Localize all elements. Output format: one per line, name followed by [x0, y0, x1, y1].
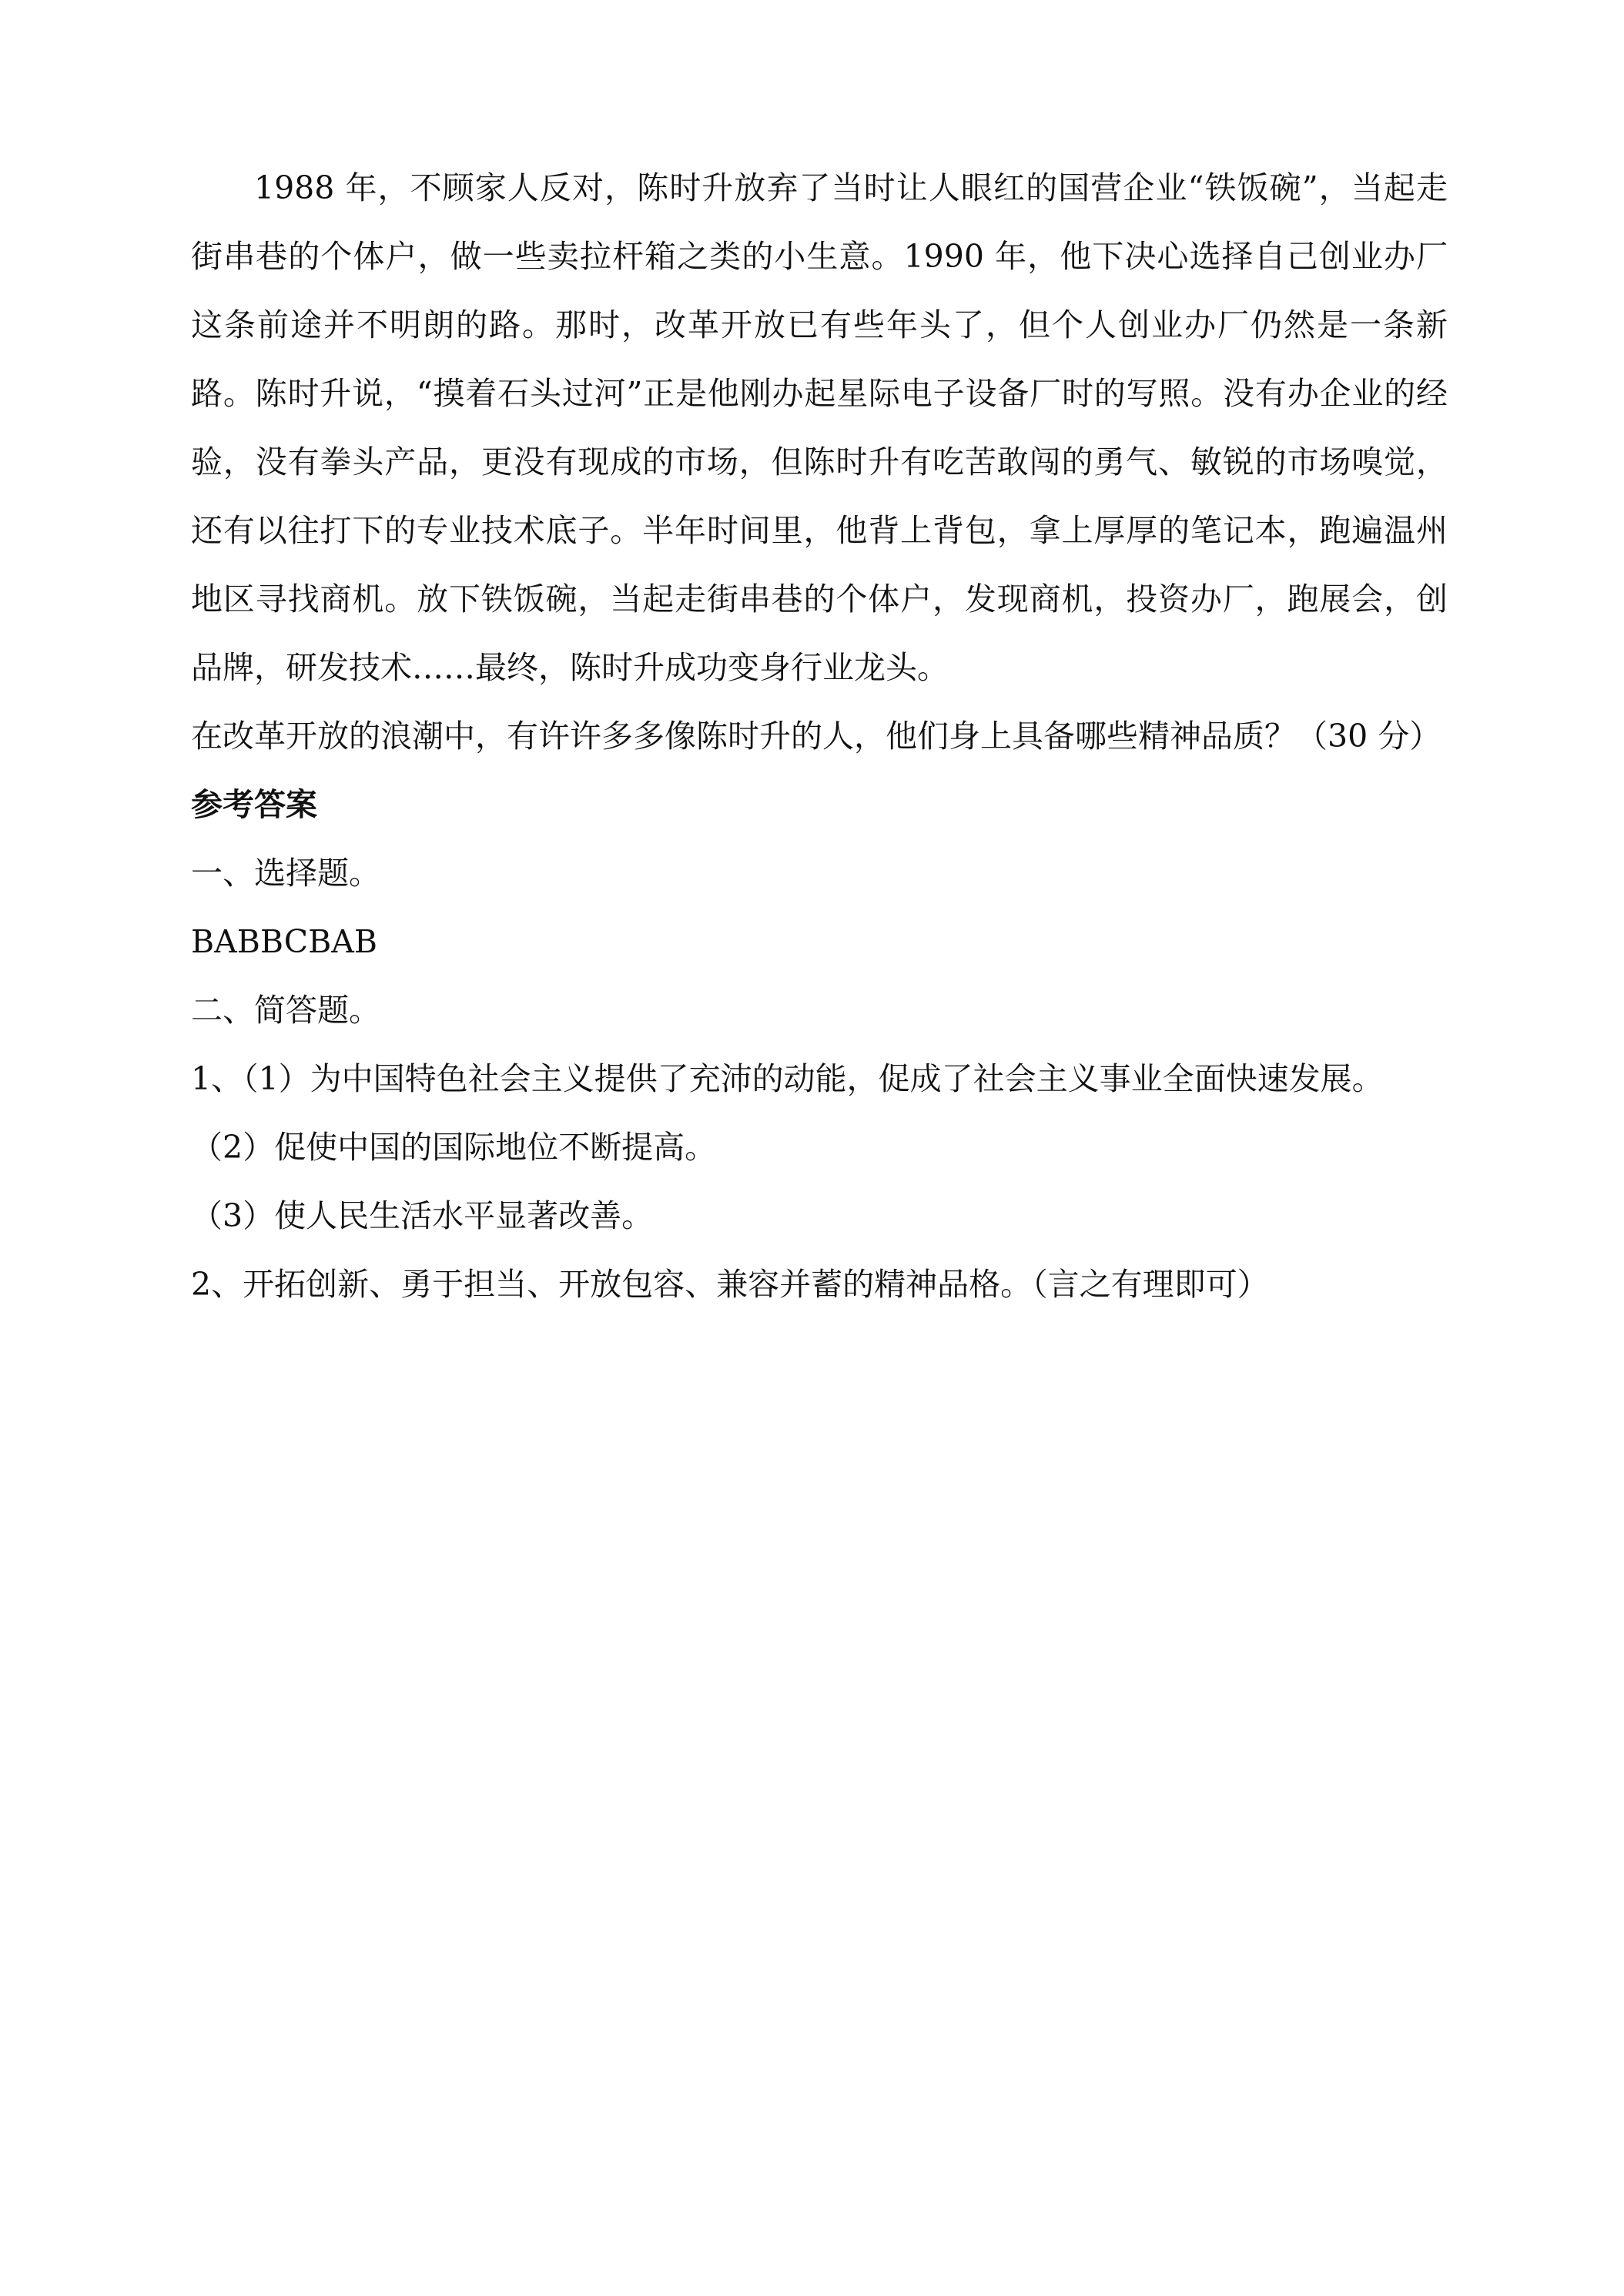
section1-answers: BABBCBAB — [191, 923, 377, 960]
answer-line: （3）使人民生活水平显著改善。 — [191, 1197, 654, 1234]
essay-question: 在改革开放的浪潮中，有许许多多像陈时升的人，他们身上具备哪些精神品质？（30 分） — [191, 718, 1442, 755]
answer-line: （2）促使中国的国际地位不断提高。 — [191, 1129, 717, 1166]
answer-heading: 参考答案 — [191, 786, 317, 823]
section2-heading: 二、简答题。 — [191, 992, 380, 1029]
reading-passage: 1988 年，不顾家人反对，陈时升放弃了当时让人眼红的国营企业“铁饭碗”，当起走街串巷的个体户，做一些卖拉杆箱之类的小生意。1990 年，他下决心选择自己创业办厂这条前途并不明朗的路。那时，改革开放已有些年头了，但个人创业办厂仍然是一条新路。陈时升说，“摸着石头过河”正是他刚办起星际电子设备厂时的写照。没有办企业的经验，没有拳头产品，更没有现成的市场，但陈时升有吃苦敢闯的勇气、敏锐的市场嗅觉，还有以往打下的专业技术底子。半年时间里，他背上背包，拿上厚厚的笔记本，跑遍温州地区寻找商机。放下铁饭碗，当起走街串巷的个体户，发现商机，投资办厂，跑展会，创品牌，研发技术……最终，陈时升成功变身行业龙头。 — [191, 169, 1448, 686]
section1-heading: 一、选择题。 — [191, 855, 380, 892]
answer-line: 2、开拓创新、勇于担当、开放包容、兼容并蓄的精神品格。（言之有理即可） — [191, 1266, 1269, 1303]
document-content — [191, 154, 1448, 1319]
answer-line: 1、（1）为中国特色社会主义提供了充沛的动能，促成了社会主义事业全面快速发展。 — [191, 1060, 1384, 1097]
